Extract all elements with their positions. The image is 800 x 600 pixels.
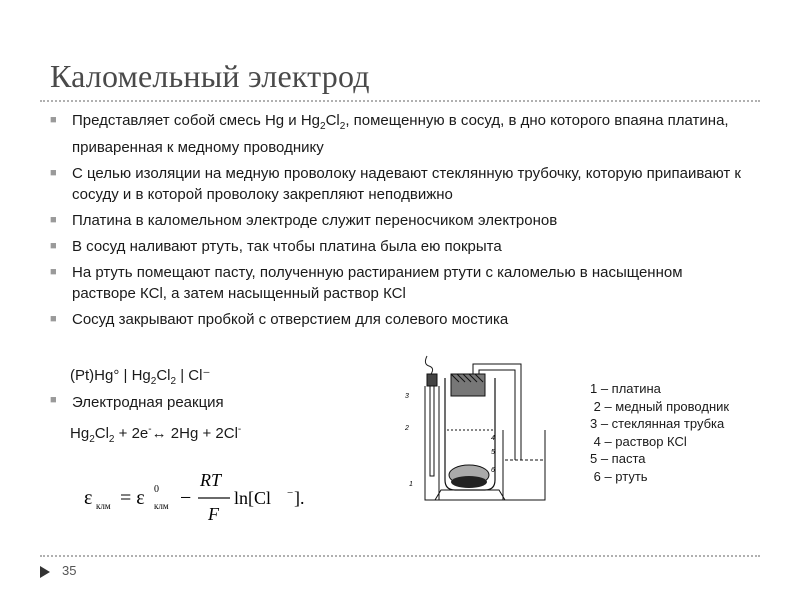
svg-text:5: 5 xyxy=(491,449,495,456)
bullet-icon: ■ xyxy=(50,394,57,406)
glass-tube-icon xyxy=(430,386,434,476)
nernst-equation xyxy=(80,468,320,528)
mercury-icon xyxy=(451,476,487,488)
bullet-icon: ■ xyxy=(50,313,57,325)
svg-text:= ε: = ε xyxy=(120,487,145,509)
bullet-icon: ■ xyxy=(50,167,57,179)
bullet-icon: ■ xyxy=(50,240,57,252)
svg-text:2: 2 xyxy=(405,425,409,432)
title-divider xyxy=(40,100,760,102)
bullet-item: ■ На ртуть помещают пасту, полученную растиранием ртути с каломелью в насыщенном растворе КСl, а затем насыщенный раствор КСl xyxy=(50,264,683,302)
svg-text:3: 3 xyxy=(405,393,409,400)
svg-text:F: F xyxy=(208,504,219,524)
svg-text:ε: ε xyxy=(84,487,93,509)
bullet-item: ■ Сосуд закрывают пробкой с отверстием для солевого мостика xyxy=(50,311,509,328)
wire-icon xyxy=(425,356,432,374)
bullet-item: ■ Платина в каломельном электроде служит переносчиком электронов xyxy=(50,212,558,229)
reaction-bullet: ■ Электродная реакция xyxy=(50,394,224,411)
legend-item: 6 – ртуть xyxy=(590,468,648,484)
svg-text:].: ]. xyxy=(294,488,305,508)
diagram-legend xyxy=(590,380,729,485)
legend-item: 3 – стеклянная трубка xyxy=(590,416,725,431)
svg-text:ln[Cl: ln[Cl xyxy=(234,488,272,508)
bullet-item: ■ В сосуд наливают ртуть, так чтобы платина была ею покрыта xyxy=(50,238,502,255)
svg-text:клм: клм xyxy=(96,501,111,511)
bullet-item: ■ Представляет собой смесь Hg и $Hg_2Cl_2$, помещенную в сосуд, в дно которого впаяна платина, приваренная к медному проводнику xyxy=(50,112,729,156)
bullet-icon: ■ xyxy=(50,214,57,226)
svg-text:клм: клм xyxy=(154,501,169,511)
next-arrow-icon[interactable] xyxy=(40,566,50,578)
legend-item: 5 – паста xyxy=(590,451,646,466)
legend-item: 1 – платина xyxy=(590,381,661,396)
bullet-icon: ■ xyxy=(50,266,57,278)
svg-text:6: 6 xyxy=(491,467,495,474)
svg-text:4: 4 xyxy=(491,435,495,442)
svg-text:−: − xyxy=(180,487,192,509)
footer-divider xyxy=(40,555,760,557)
bullet-list xyxy=(50,110,750,335)
beaker-icon xyxy=(503,430,545,500)
svg-text:0: 0 xyxy=(154,484,159,495)
svg-text:RT: RT xyxy=(200,470,222,490)
svg-text:1: 1 xyxy=(409,481,413,488)
slide-title: Каломельный электрод xyxy=(50,58,370,94)
tube-cap-icon xyxy=(427,374,437,386)
page-number: 35 xyxy=(62,563,77,578)
bullet-item: ■ С целью изоляции на медную проволоку надевают стеклянную трубочку, которую припаивают к сосуду и в которой проволоку закрепляют неподвижно xyxy=(50,165,741,203)
stopper-icon xyxy=(451,374,485,396)
bullet-icon: ■ xyxy=(50,114,57,126)
legend-item: 4 – раствор КСl xyxy=(590,433,687,449)
calomel-electrode-diagram xyxy=(395,350,555,510)
legend-item: 2 – медный проводник xyxy=(590,398,730,414)
electrode-reaction: $Hg_2Cl_2$ + 2e-↔ 2Hg + 2Cl- xyxy=(70,424,242,445)
svg-text:−: − xyxy=(287,487,294,499)
electrode-scheme: (Pt)Hg° | $Hg_2Cl_2$ | Cl⁻ xyxy=(70,367,211,387)
